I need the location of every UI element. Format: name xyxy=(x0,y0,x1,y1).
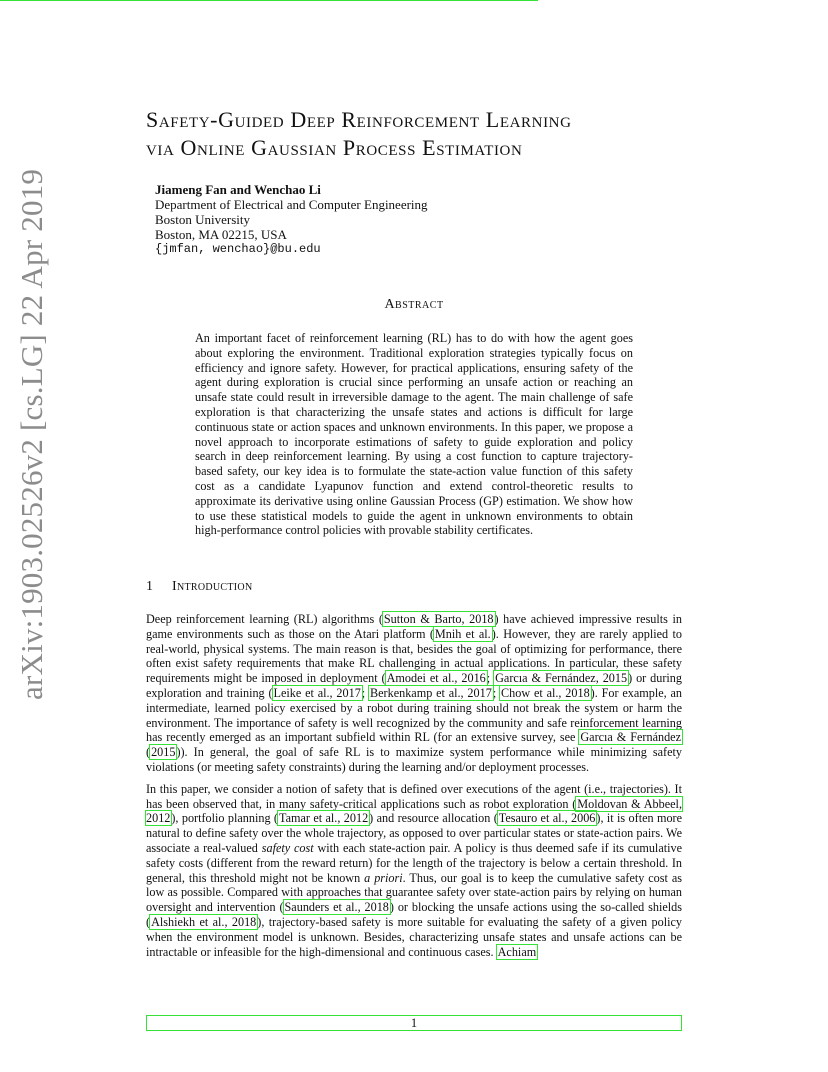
text-span: ). However, they are rarely applied to real-world, physical systems. The main reason is that, besides the goal of optimizing for performance, there often exist safety requirements that make RL challenging in actual applications. In particular, these safety requirements might be imposed in deployment ( xyxy=(146,626,682,686)
author-block xyxy=(155,182,428,257)
section-heading xyxy=(146,579,252,595)
text-span: ). For example, an intermediate, learned policy exercised by a robot during training should not break the system or harm the environment. The importance of safety is well recognized by the community and safe reinforcement learning has recently emerged as an important subfield within RL (for an extensive survey, see xyxy=(146,685,682,745)
introduction-body xyxy=(146,612,682,966)
text-span: ( xyxy=(146,745,151,760)
text-span: ), it is often more natural to define safety over the whole trajectory, as opposed to over particular states or state-action pairs. We associate a real-valued xyxy=(146,811,683,855)
section-title: Introduction xyxy=(172,579,253,594)
title-line-2: via Online Gaussian Process Estimation xyxy=(146,135,523,160)
top-link-border xyxy=(0,0,538,1)
citation-link[interactable]: Garcıa & Fernández xyxy=(580,730,681,745)
author-address: Boston, MA 02215, USA xyxy=(155,227,287,242)
citation-link[interactable]: Alshiekh et al., 2018 xyxy=(151,914,257,929)
text-span: In this paper, we consider a notion of safety that is defined over executions of the agent (i.e., trajectories). It has been observed that, in many safety-critical applications such as robot exploration ( xyxy=(146,781,682,811)
text-span: ), portfolio planning ( xyxy=(171,811,278,826)
author-email[interactable]: {jmfan, wenchao}@bu.edu xyxy=(155,242,321,256)
author-names: Jiameng Fan and Wenchao Li xyxy=(155,182,321,197)
text-span: ) and resource allocation ( xyxy=(369,811,498,826)
text-span: ) or during exploration and training ( xyxy=(146,671,682,700)
citation-link[interactable]: Saunders et al., 2018 xyxy=(284,900,389,915)
arxiv-identifier: arXiv:1903.02526v2 [cs.LG] 22 Apr 2019 xyxy=(14,168,49,700)
text-span: . Thus, our goal is to keep the cumulative safety cost as low as possible. Compared with approaches that guarantee safety over state-action pairs by relying on human oversight and intervention ( xyxy=(146,870,682,915)
citation-link[interactable]: Leike et al., 2017 xyxy=(273,685,361,700)
text-span: with each state-action pair. A policy is thus deemed safe if its cumulative safety costs (different from the reward return) for the length of the trajectory is below a certain threshold. In general, this threshold might not be known xyxy=(146,840,683,885)
emphasis: a priori xyxy=(364,870,403,885)
citation-link[interactable]: Moldovan & Abbeel, 2012 xyxy=(146,796,682,826)
text-span: ) or blocking the unsafe actions using the so-called shields ( xyxy=(146,900,682,929)
page-number: 1 xyxy=(410,1016,418,1030)
abstract-text: An important facet of reinforcement learning (RL) has to do with how the agent goes about exploring the environment. Traditional exploration strategies typically focus on efficiency and ignore safety. However, for practical applications, ensuring safety of the agent during exploration is crucial since performing an unsafe action or reaching an unsafe state could result in irreversible damage to the agent. The main challenge of safe exploration is that characterizing the unsafe states and actions is difficult for large continuous state or action spaces and unknown environments. In this paper, we propose a novel approach to incorporate estimations of safety to guide exploration and policy search in deep reinforcement learning. By using a cost function to capture trajectory-based safety, our key idea is to formulate the state-action value function of this safety cost as a candidate Lyapunov function and extend control-theoretic results to approximate its derivative using online Gaussian Process (GP) estimation. We show how to use these statistical models to guide the agent in unknown environments to obtain high-performance control policies with provable stability certificates. xyxy=(195,331,633,538)
citation-link[interactable]: Garcıa & Fernández, 2015 xyxy=(495,671,628,686)
citation-link[interactable]: Chow et al., 2018 xyxy=(501,685,590,700)
author-university: Boston University xyxy=(155,212,250,227)
citation-link[interactable]: Mnih et al. xyxy=(434,626,491,641)
text-span: ), trajectory-based safety is more suitable for evaluating the safety of a given policy when the environment model is unknown. Besides, characterizing unsafe states and unsafe actions can be intractable or infeasible for the high-dimensional and continuous cases. xyxy=(146,914,682,959)
emphasis: safety cost xyxy=(261,840,314,855)
text-span: ; xyxy=(486,671,495,686)
paper-title xyxy=(146,106,572,162)
paragraph-1 xyxy=(146,612,682,775)
text-span: Deep reinforcement learning (RL) algorithms ( xyxy=(146,612,383,626)
citation-link[interactable]: Sutton & Barto, 2018 xyxy=(383,612,494,626)
title-line-1: Safety-Guided Deep Reinforcement Learning xyxy=(146,107,572,132)
citation-link[interactable]: 2015 xyxy=(151,745,176,760)
citation-link[interactable]: Achiam xyxy=(497,944,537,959)
text-span: )). In general, the goal of safe RL is to maximize system performance while minimizing safety violations (or meeting safety constraints) during the learning and/or deployment processes. xyxy=(146,745,682,774)
paragraph-2 xyxy=(146,782,682,960)
text-span: ; xyxy=(361,685,370,700)
text-span: ) have achieved impressive results in game environments such as those on the Atari platform ( xyxy=(146,612,682,641)
citation-link[interactable]: Berkenkamp et al., 2017 xyxy=(370,685,492,700)
citation-link[interactable]: Tesauro et al., 2006 xyxy=(498,811,596,826)
citation-link[interactable]: Amodei et al., 2016 xyxy=(386,671,486,686)
abstract-heading: Abstract xyxy=(384,297,444,312)
section-number: 1 xyxy=(146,579,154,594)
citation-link[interactable]: Tamar et al., 2012 xyxy=(279,811,369,826)
text-span: ; xyxy=(492,685,501,700)
author-department: Department of Electrical and Computer Engineering xyxy=(155,197,428,212)
